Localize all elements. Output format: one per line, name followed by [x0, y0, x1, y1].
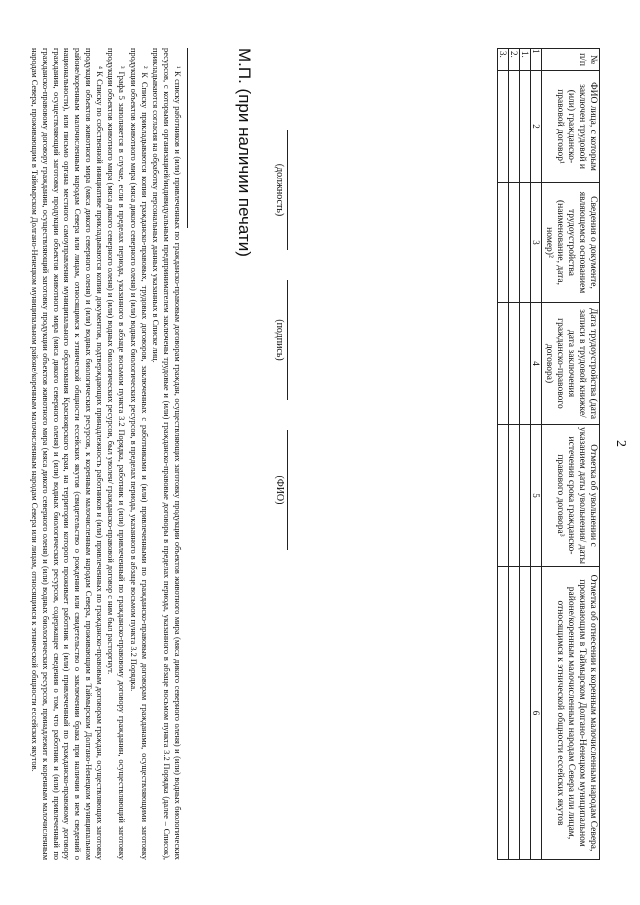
header-document: Сведения о документе, являющемся основанием трудоустройства (наименование, дата, номер)²: [542, 183, 600, 303]
table-row: [498, 49, 509, 860]
page-number: 2: [613, 440, 628, 447]
column-number: 6: [531, 567, 542, 860]
row-number: 1.: [520, 49, 531, 71]
footnote-separator: [187, 48, 188, 228]
column-number: 4: [531, 303, 542, 425]
signature-caption: (подпись): [274, 319, 285, 361]
position-caption: (должность): [274, 163, 285, 217]
row-number: 3.: [498, 49, 509, 71]
footnote-1: ¹ К списку работников и (или) привлеченных по гражданско-правовым договорам граждан, осуществляющих заготовку продукции объектов животного мира (мяса дикого северного оленя) и (или) водных биологических ресурсов, с которыми организацией/индивидуальным предпринимателем заключены трудовые и (или) гражданско-правовые договоры в пределах периода, указанного в абзаце восьмом пункта 3.2 Порядка (далее – Список), прикладываются согласия на обработку персональных данных указанных в Списке лиц.: [151, 48, 182, 860]
header-num: № п/п: [542, 49, 600, 71]
stamp-label: М.П. (при наличии печати): [235, 48, 254, 257]
column-number: 1: [531, 49, 542, 71]
footnote-2: ² К Списку прикладываются копии гражданско-правовых, трудовых договоров, заключенных с работниками и (или) привлеченными по гражданско-правовым договорам гражданами, осуществляющими заготовку продукции объектов животного мира (мяса дикого северного оленя) и (или) водных биологических ресурсов, в пределах периода, указанного в абзаце восьмом пункта 3.2 Порядка.: [129, 48, 149, 860]
table-row: [520, 49, 531, 860]
column-number: 3: [531, 183, 542, 303]
header-indigenous-mark: Отметка об отнесении к коренным малочисленным народам Севера, проживающим в Таймырском Долгано-Ненецком муниципальном районе/коренным малочисленным народам Севера или лицам, относящимся к этнической общности ессейских якутов: [542, 567, 600, 860]
table-row: [509, 49, 520, 860]
employee-table: [497, 48, 600, 860]
position-field: [274, 130, 300, 250]
name-caption: (ФИО): [274, 475, 285, 505]
header-fio: ФИО лица, с которым заключен трудовой и (или) гражданско-правовой договор¹: [542, 71, 600, 183]
column-number: 5: [531, 425, 542, 567]
footnotes: [28, 48, 183, 860]
row-number: 2.: [509, 49, 520, 71]
signature-block: [274, 130, 300, 630]
table-header-row: [542, 49, 600, 860]
signature-field: [274, 280, 300, 400]
header-dismissal: Отметка об увольнении с указанием даты увольнения/ даты истечения срока гражданско-правового договора³: [542, 425, 600, 567]
column-number: 2: [531, 71, 542, 183]
footnote-3: ³ Графа 5 заполняется в случае, если в пределах периода, указанного в абзаце восьмом пункта 3.2 Порядка, работник и (или) привлеченный по гражданско-правовому договору гражданин, осуществляющий заготовку продукции объектов животного мира (мяса дикого северного оленя) и (или) водных биологических ресурсов, был уволен/ гражданско-правовой договор с ним был расторгнут.: [106, 48, 127, 860]
footnote-4: ⁴ К Списку по собственной инициативе прикладываются копии документов, подтверждающих принадлежность работников и (или) привлеченных по гражданско-правовым договорам граждан, осуществляющих заготовку продукции объектов животного мира (мяса дикого северного оленя) и (или) водных биологических ресурсов, к коренным малочисленным народам Севера, проживающим в Таймырском Долгано-Ненецком муниципальном районе/коренным малочисленным народам Севера или лицам, относящимся к этнической общности ессейских якутов (свидетельство о рождении или свидетельство о заключении брака при наличии в нем сведений о национальности), или письмо органа местного самоуправления муниципального образования Красноярского края, на территории которого проживает работник и (или) привлеченный по гражданско-правовому договору гражданин, осуществляющий заготовку продукции объектов животного мира (мяса дикого северного оленя) и (или) водных биологических ресурсов, содержащее сведения о том, что работник и (или) привлеченный по гражданско-правовому договору гражданин, осуществляющий заготовку продукции объектов животного мира (мяса дикого северного оленя) и (или) водных биологических ресурсов, принадлежит к коренным малочисленным народам Севера, проживающим в Таймырском Долгано-Ненецком муниципальном районе/коренным малочисленным народам Севера или лицам, относящимся к этнической общности ессейских якутов.: [30, 48, 104, 860]
column-number-row: [531, 49, 542, 860]
header-employment-date: Дата трудоустройства (дата записи в трудовой книжке/дата заключения гражданско-правового договора): [542, 303, 600, 425]
name-field: [274, 430, 300, 550]
